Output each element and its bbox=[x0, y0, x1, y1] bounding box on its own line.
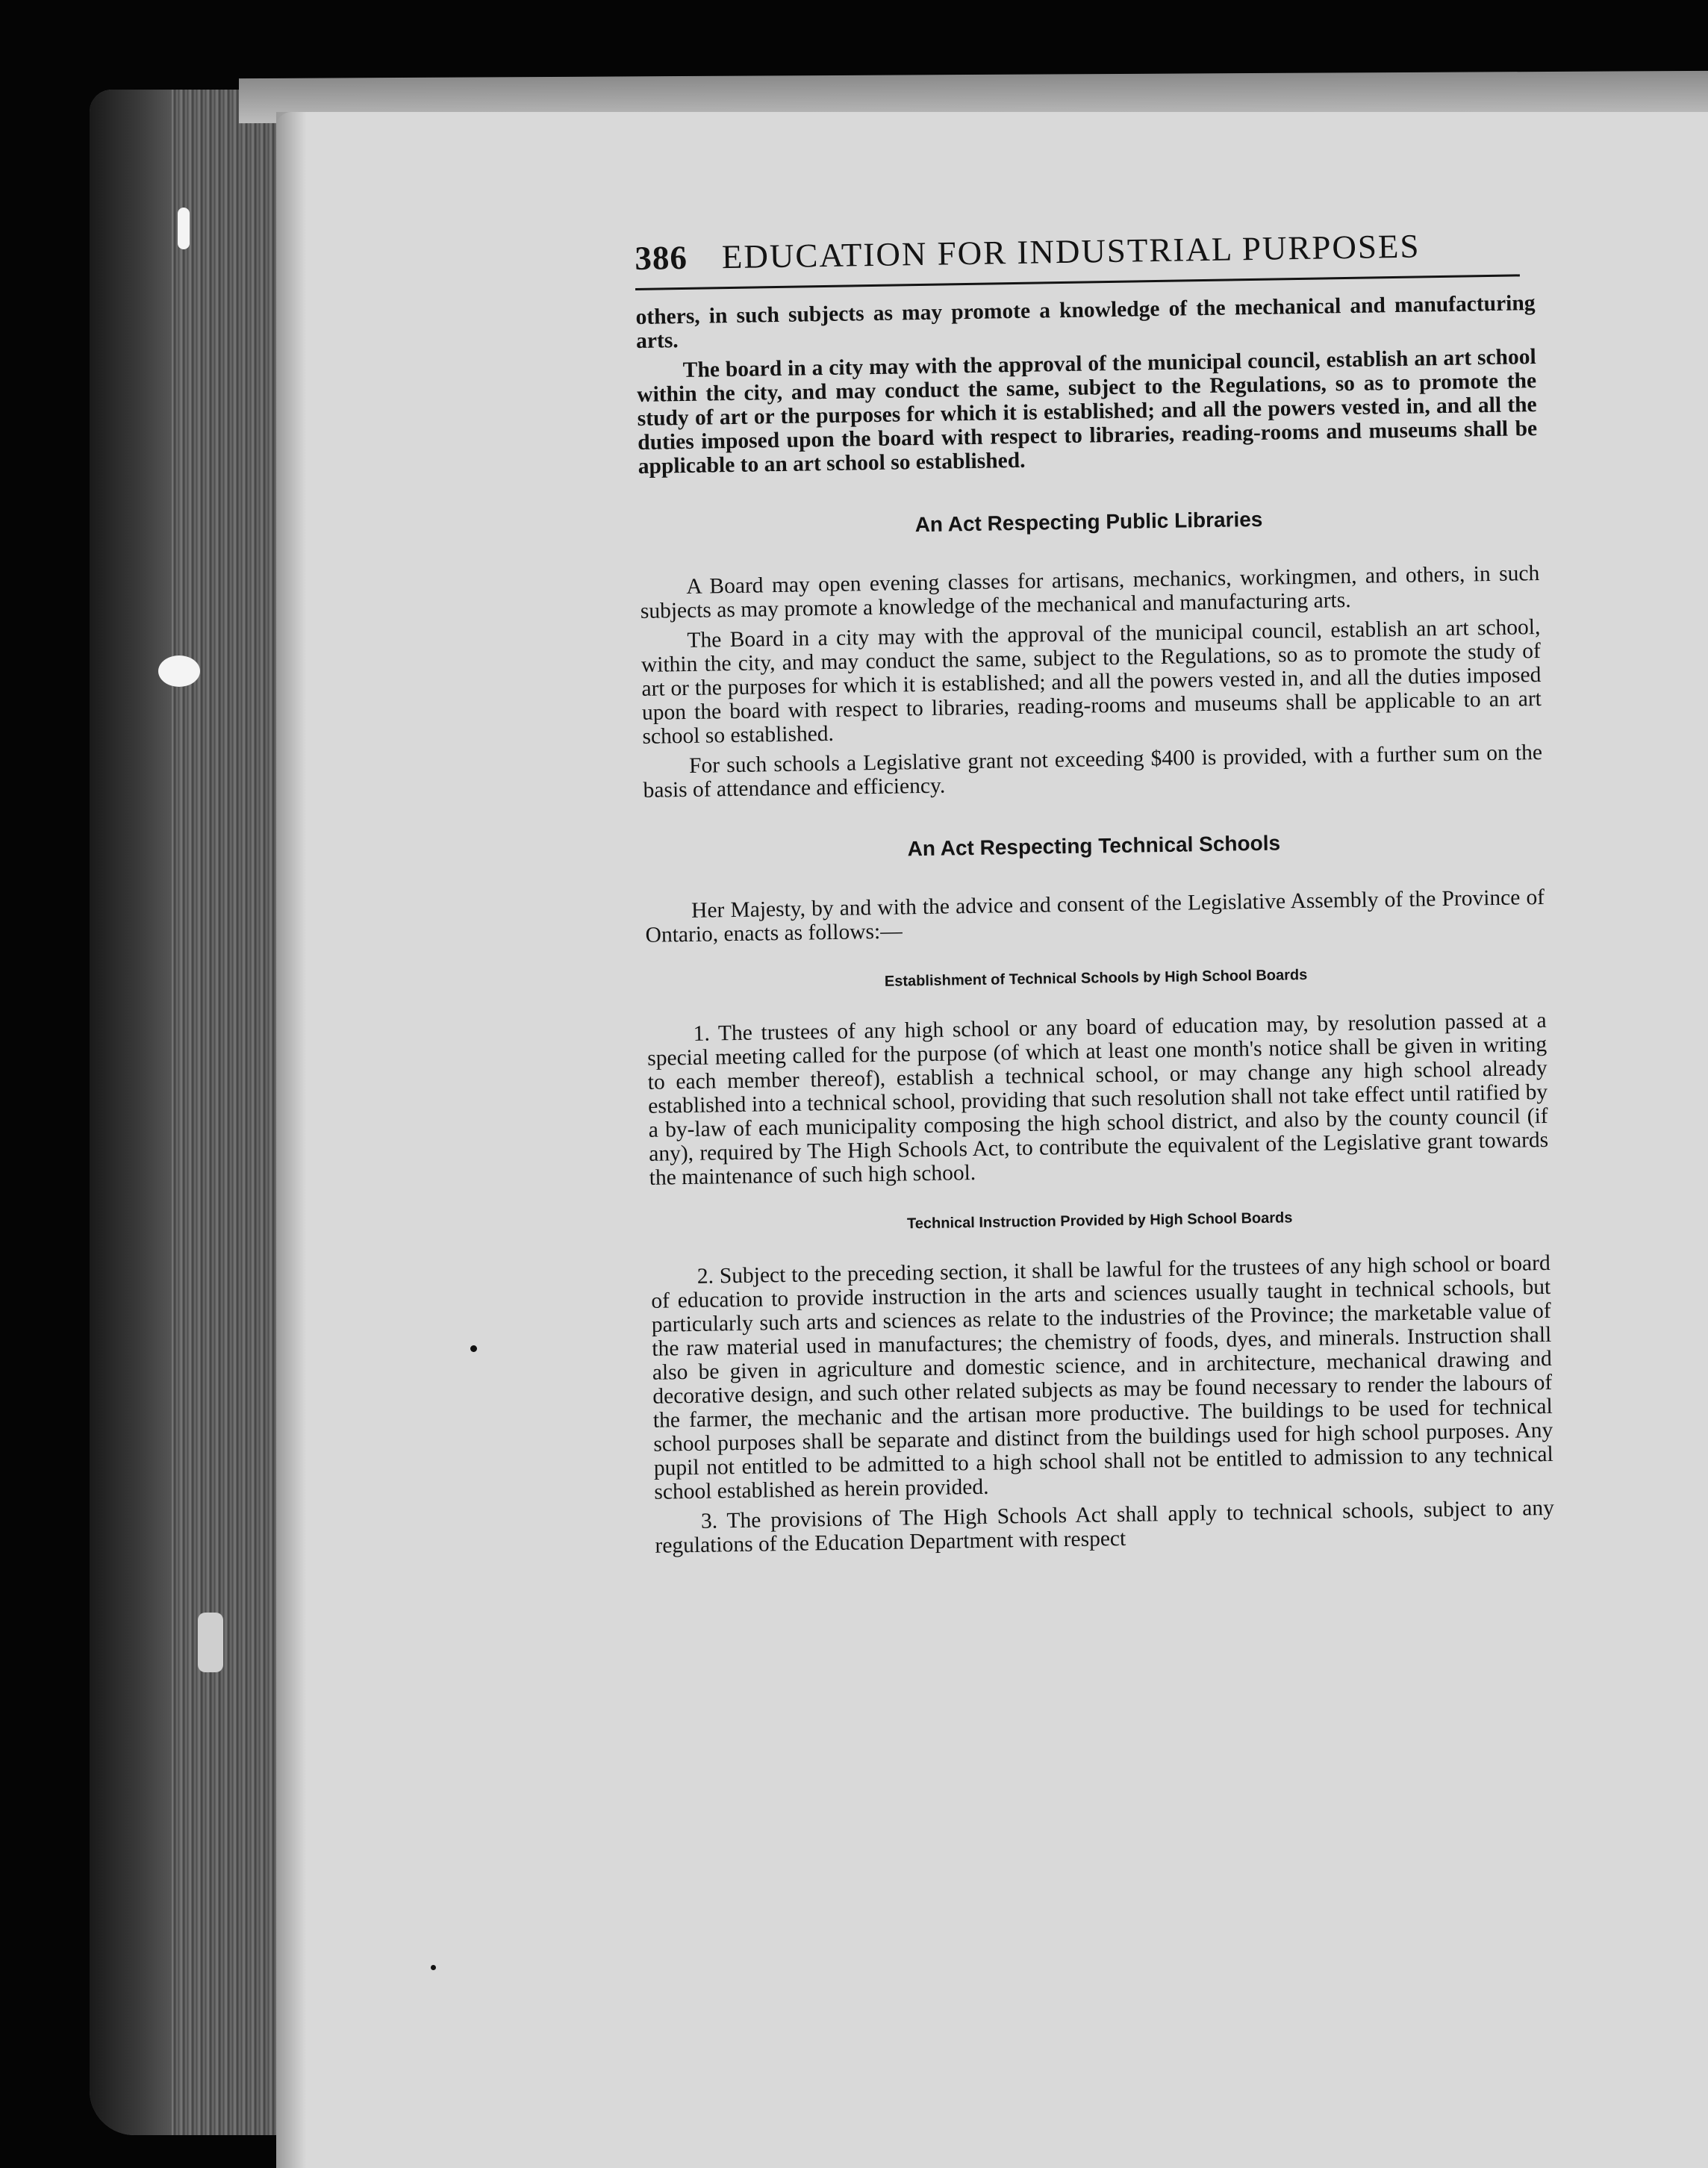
paper-speck bbox=[198, 1613, 223, 1672]
page-gutter-shadow bbox=[276, 112, 306, 2168]
ink-dot bbox=[431, 1965, 436, 1970]
running-title: EDUCATION FOR INDUSTRIAL PURPOSES bbox=[721, 227, 1421, 276]
paragraph: The board in a city may with the approval of the municipal council, establish an art school within the city, and may conduct the same, subject to the Regulations, so as to promote the study of art or the purposes for which it is established; and all the powers vested in, and all the duties imposed upon the board with respect to libraries, reading-rooms and museums shall be applicable to an art school so established. bbox=[637, 345, 1538, 479]
paragraph: Her Majesty, by and with the advice and consent of the Legislative Assembly of the Province of Ontario, enacts as follows:— bbox=[645, 885, 1545, 947]
page-text bbox=[635, 225, 1555, 1564]
paper-speck bbox=[178, 208, 190, 249]
header-rule bbox=[635, 274, 1520, 290]
paragraph: others, in such subjects as may promote a knowledge of the mechanical and manufacturing arts. bbox=[635, 291, 1536, 353]
ink-dot bbox=[470, 1345, 477, 1352]
paragraph: The Board in a city may with the approval of the municipal council, establish an art school, within the city, and may conduct the same, subject to the Regulations, so as to promote the study of art or the purposes for which it is established; and all the powers vested in, and all the duties imposed upon the board with respect to libraries, reading-rooms and museums shall be applicable to an art school so established. bbox=[640, 615, 1542, 749]
paragraph: 1. The trustees of any high school or any board of education may, by resolution passed at a special meeting called for the purpose (of which at least one month's notice shall be given in writing to each member thereof), establish a technical school, or may change any high school already established into a technical school, providing that such resolution shall not take effect until ratified by a by-law of each municipality composing the high school district, and also by the county council (if any), required by The High Schools Act, to contribute the equivalent of the Legislative grant towards the maintenance of such high school. bbox=[646, 1008, 1549, 1190]
subsection-heading: Establishment of Technical Schools by High School Boards bbox=[884, 966, 1308, 990]
page-number: 386 bbox=[635, 238, 688, 277]
paragraph: For such schools a Legislative grant not exceeding $400 is provided, with a further sum on the basis of attendance and efficiency. bbox=[643, 740, 1543, 803]
paragraph: A Board may open evening classes for artisans, mechanics, workingmen, and others, in such subjects as may promote a knowledge of the mechanical and manufacturing arts. bbox=[640, 561, 1540, 623]
section-heading: An Act Respecting Technical Schools bbox=[907, 831, 1281, 861]
book-spine-shadow bbox=[90, 90, 172, 2135]
subsection-heading: Technical Instruction Provided by High School Boards bbox=[906, 1209, 1293, 1233]
section-heading: An Act Respecting Public Libraries bbox=[914, 507, 1263, 537]
paper-speck bbox=[158, 655, 200, 687]
paragraph: 2. Subject to the preceding section, it shall be lawful for the trustees of any high school or board of education to provide instruction in the arts and sciences usually taught in technical schools, but particularly such arts and sciences as relate to the industries of the Province; the marketable value of the raw material used in manufactures; the chemistry of foods, dyes, and minerals. Instruction shall also be given in agriculture and domestic science, and in architecture, mechanical drawing and decorative design, and such other related subjects as may be found necessary to render the labours of the farmer, the mechanic and the artisan more productive. The buildings to be used for technical school purposes shall be separate and distinct from the buildings used for high school purposes. Any pupil not entitled to be admitted to a high school shall not be entitled to admission to any technical school established as herein provided. bbox=[651, 1250, 1553, 1504]
paragraph: 3. The provisions of The High Schools Act shall apply to technical schools, subject to any regulations of the Education Department with respect bbox=[655, 1495, 1555, 1558]
